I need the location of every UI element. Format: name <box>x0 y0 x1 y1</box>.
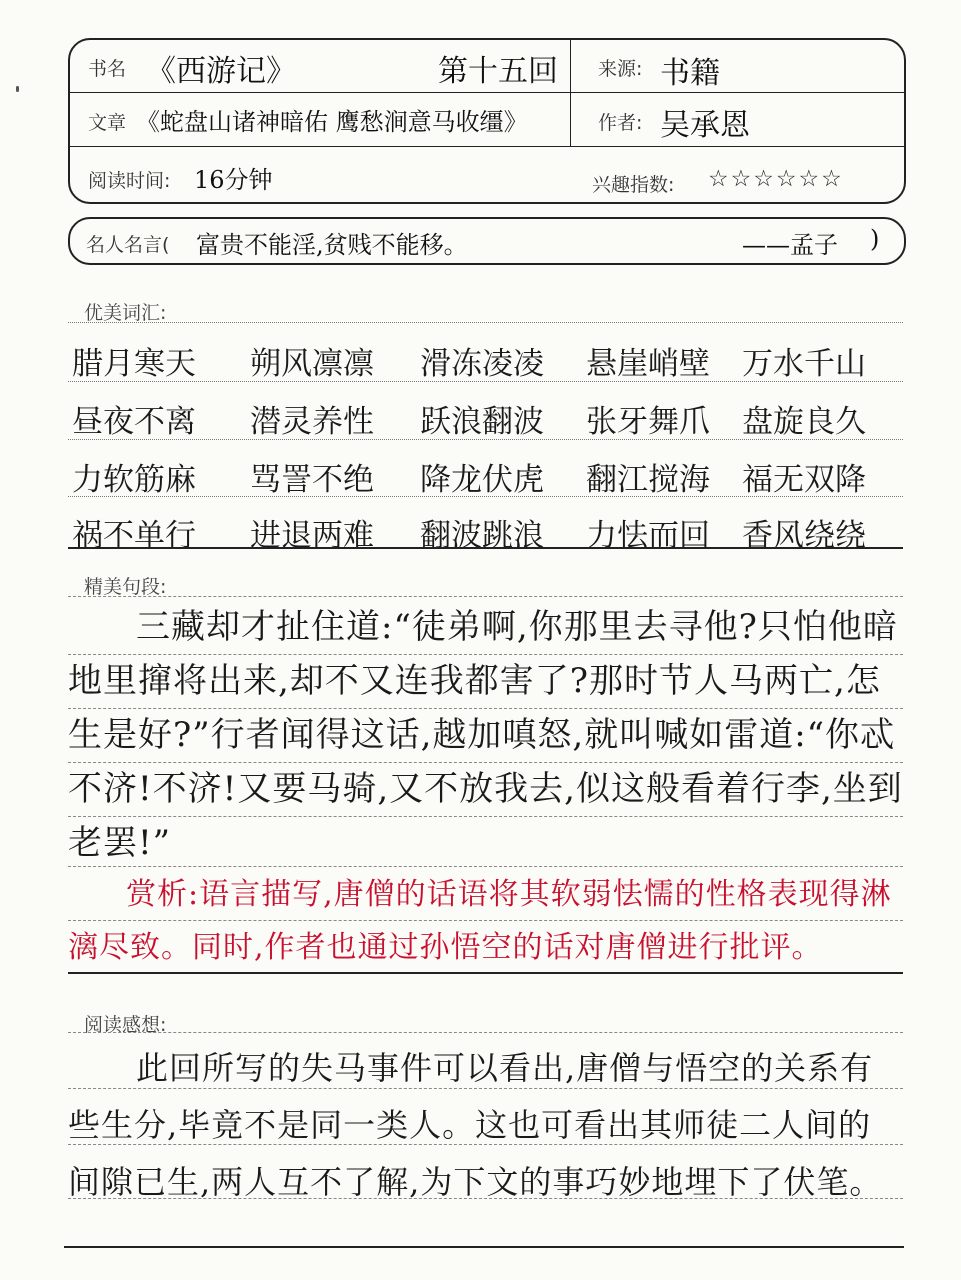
vocab-item: 跃浪翻波 <box>420 404 544 440</box>
bottom-rule <box>64 1246 904 1248</box>
thoughts-text: 此回所写的失马事件可以看出,唐僧与悟空的关系有些生分,毕竟不是同一类人。这也可看出其师徒二人间的间隙已生,两人互不了解,为下文的事巧妙地埋下了伏笔。 <box>68 1049 883 1201</box>
author-label: 作者: <box>598 112 643 134</box>
info-vertical-divider <box>570 40 571 146</box>
book-info-box <box>68 38 906 204</box>
famous-quote-box <box>68 217 906 265</box>
info-divider-2 <box>70 146 904 147</box>
interest-label: 兴趣指数: <box>592 174 675 196</box>
vocab-row <box>72 338 907 396</box>
vocab-item: 滑冻凌凌 <box>420 346 544 382</box>
vocab-row <box>72 396 907 454</box>
chapter-number: 第十五回 <box>438 54 558 89</box>
vocab-item: 翻江搅海 <box>586 462 710 498</box>
vocab-row <box>72 510 907 568</box>
vocab-item: 骂詈不绝 <box>250 462 374 498</box>
article-title: 《蛇盘山诸神暗佑 鹰愁涧意马收缰》 <box>136 108 528 136</box>
vocab-rule <box>68 439 903 440</box>
ruled-line <box>68 596 903 597</box>
margin-mark <box>16 86 19 92</box>
section-divider <box>68 547 903 549</box>
vocab-rule <box>68 322 903 323</box>
excerpt-label: 精美句段: <box>84 576 167 598</box>
vocab-item: 盘旋良久 <box>742 404 866 440</box>
quote-text: 富贵不能淫,贫贱不能移。 <box>196 231 468 259</box>
vocab-item: 香风绕绕 <box>742 518 866 554</box>
vocab-item: 降龙伏虎 <box>420 462 544 498</box>
analysis-text: 赏析:语言描写,唐僧的话语将其软弱怯懦的性格表现得淋漓尽致。同时,作者也通过孙悟空的话对唐僧进行批评。 <box>68 877 892 965</box>
quote-author: ——孟子 <box>742 231 838 259</box>
vocab-item: 翻波跳浪 <box>420 518 544 554</box>
vocab-item: 力软筋麻 <box>72 462 196 498</box>
quote-label: 名人名言( <box>86 234 170 256</box>
source-value: 书籍 <box>660 56 720 91</box>
vocab-item: 进退两难 <box>250 518 374 554</box>
ruled-line <box>68 920 903 921</box>
vocab-item: 福无双降 <box>742 462 866 498</box>
vocab-rule <box>68 381 903 382</box>
reading-time-label: 阅读时间: <box>88 170 171 192</box>
source-label: 来源: <box>598 58 643 80</box>
thoughts-label: 阅读感想: <box>84 1014 167 1036</box>
quote-close-paren: ) <box>870 225 880 253</box>
vocab-item: 昼夜不离 <box>72 404 196 440</box>
book-title: 《西游记》 <box>146 54 296 89</box>
vocab-label: 优美词汇: <box>84 302 167 324</box>
vocab-row <box>72 454 907 512</box>
vocab-item: 万水千山 <box>742 346 866 382</box>
vocab-rule <box>68 496 903 497</box>
article-label: 文章 <box>88 112 127 134</box>
author-name: 吴承恩 <box>660 108 750 143</box>
book-label: 书名 <box>88 58 127 80</box>
vocab-item: 祸不单行 <box>72 518 196 554</box>
ruled-line <box>68 1032 903 1033</box>
vocab-item: 腊月寒天 <box>72 346 196 382</box>
vocab-item: 张牙舞爪 <box>586 404 710 440</box>
vocab-item: 潜灵养性 <box>250 404 374 440</box>
reading-time-value: 16分钟 <box>194 166 273 194</box>
vocab-item: 朔风凛凛 <box>250 346 374 382</box>
vocab-item: 悬崖峭壁 <box>586 346 710 382</box>
vocab-item: 力怯而回 <box>586 518 710 554</box>
interest-stars-icon: ☆☆☆☆☆☆ <box>708 166 844 192</box>
info-divider-1 <box>70 92 904 93</box>
excerpt-text: 三藏却才扯住道:“徒弟啊,你那里去寻他?只怕他暗地里撺将出来,却不又连我都害了?那时节人马两亡,怎生是好?”行者闻得这话,越加嗔怒,就叫喊如雷道:“你忒不济!不济!又要马骑,又不放我去,似这般看着行李,坐到老罢!” <box>68 607 903 863</box>
section-divider <box>68 972 903 974</box>
